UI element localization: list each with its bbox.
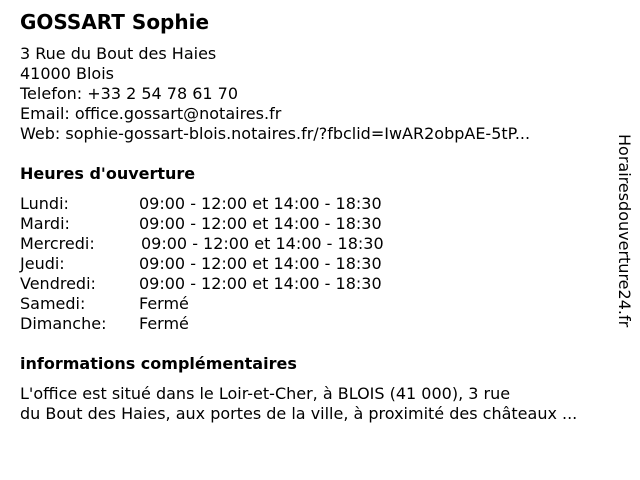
hours-day-label: Samedi: (20, 294, 86, 313)
hours-heading: Heures d'ouverture (20, 164, 196, 183)
hours-time-value: Fermé (139, 314, 189, 333)
phone-line: Telefon: +33 2 54 78 61 70 (20, 84, 239, 103)
info-text-line-1: L'office est situé dans le Loir-et-Cher, à BLOIS (41 000), 3 rue (20, 384, 511, 403)
web-line: Web: sophie-gossart-blois.notaires.fr/?fbclid=IwAR2obpAE-5tP... (20, 124, 531, 143)
email-line: Email: office.gossart@notaires.fr (20, 104, 282, 123)
hours-time-value: 09:00 - 12:00 et 14:00 - 18:30 (139, 274, 382, 293)
site-watermark: Horairesdouverture24.fr (615, 134, 634, 328)
notary-name: GOSSART Sophie (20, 10, 210, 34)
hours-day-label: Mercredi: (20, 234, 95, 253)
info-text-line-2: du Bout des Haies, aux portes de la ville, à proximité des châteaux ... (20, 404, 578, 423)
address-city: 41000 Blois (20, 64, 114, 83)
hours-time-value: 09:00 - 12:00 et 14:00 - 18:30 (139, 194, 382, 213)
address-street: 3 Rue du Bout des Haies (20, 44, 217, 63)
hours-day-label: Dimanche: (20, 314, 107, 333)
hours-day-label: Jeudi: (20, 254, 65, 273)
hours-day-label: Lundi: (20, 194, 69, 213)
info-heading: informations complémentaires (20, 354, 297, 373)
hours-time-value: 09:00 - 12:00 et 14:00 - 18:30 (139, 254, 382, 273)
hours-time-value: 09:00 - 12:00 et 14:00 - 18:30 (141, 234, 384, 253)
hours-time-value: 09:00 - 12:00 et 14:00 - 18:30 (139, 214, 382, 233)
hours-day-label: Vendredi: (20, 274, 96, 293)
hours-day-label: Mardi: (20, 214, 70, 233)
hours-time-value: Fermé (139, 294, 189, 313)
